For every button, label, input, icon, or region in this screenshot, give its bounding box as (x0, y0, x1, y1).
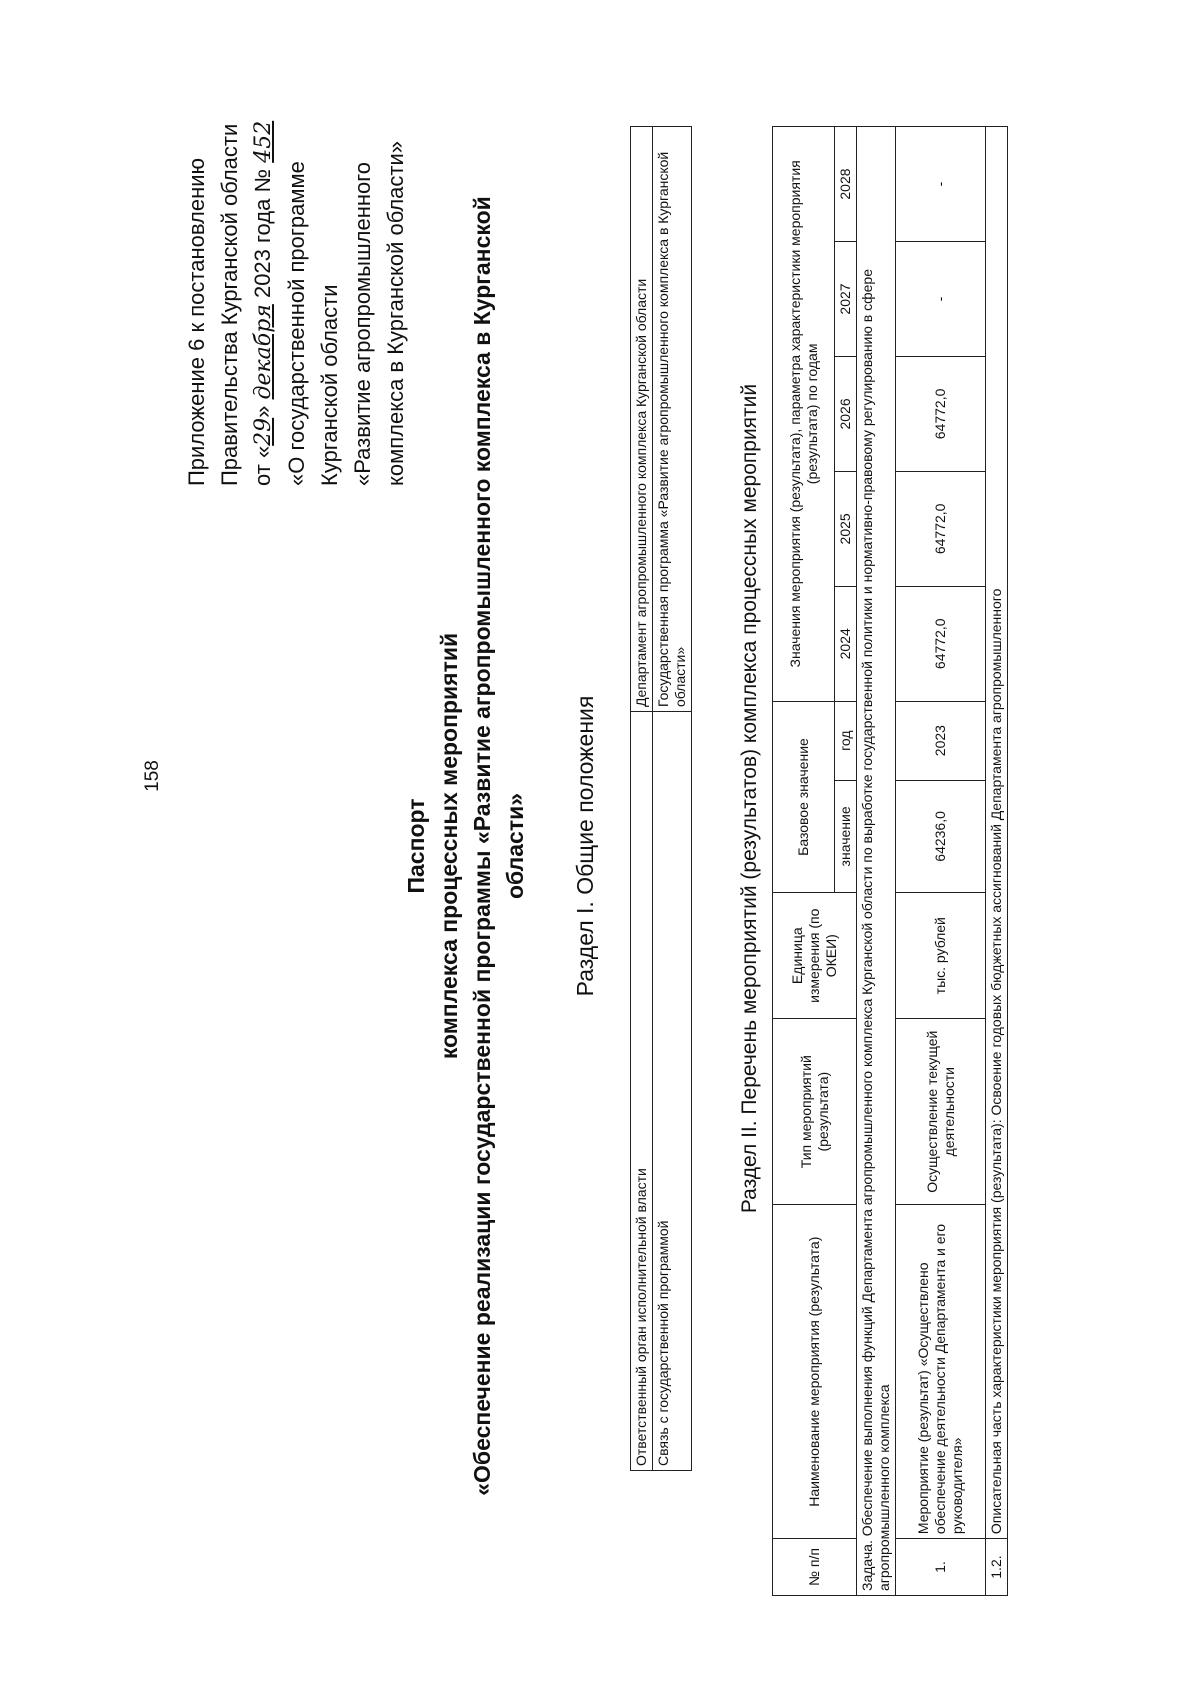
header-unit: Единица измерения (по ОКЕИ) (773, 893, 857, 1019)
task-text: Задача. Обеспечение выполнения функций Департамента агропромышленного комплекса Курганской области по выработке государственной политики и нормативно-правовому регулированию в сфере агропромышленного комплекса (857, 127, 896, 1596)
row-value-2024: 64772,0 (896, 586, 986, 701)
header-year: 2027 (835, 242, 857, 357)
header-year: 2024 (835, 586, 857, 701)
appendix-line-4: «О государственной программе (284, 161, 309, 486)
row-base-value: 64236,0 (896, 780, 986, 893)
table-row (631, 127, 653, 1471)
row-name: Мероприятие (результат) «Осуществлено обеспечение деятельности Департамента и его руководителя» (896, 1205, 986, 1539)
appendix-line-6: «Развитие агропромышленного (350, 161, 375, 486)
row-num: 1.2. (986, 1539, 1008, 1596)
handwritten-day: 29 (251, 417, 276, 446)
appendix-line-3 (246, 26, 280, 486)
appendix-reference (180, 26, 412, 486)
header-year: 2026 (835, 356, 857, 471)
header-type: Тип мероприятий (результата) (773, 1019, 857, 1205)
page-number: 158 (142, 760, 163, 792)
header-num: № п/п (773, 1539, 857, 1596)
section-2-title: Раздел II. Перечень мероприятий (результатов) комплекса процессных мероприятий (738, 383, 761, 1214)
header-row (773, 127, 835, 1596)
table-row (896, 127, 986, 1596)
row-num: 1. (896, 1539, 986, 1596)
header-values: Значения мероприятия (результата), параметра характеристики мероприятия (результата) по годам (773, 127, 835, 702)
appendix-line-2: Правительства Курганской области (217, 123, 242, 486)
row-value: Департамент агропромышленного комплекса Курганской области (631, 127, 653, 712)
handwritten-month: декабря (251, 304, 276, 400)
row-value: Государственная программа «Развитие агропромышленного комплекса в Курганской области» (653, 127, 692, 712)
header-base-year: год (835, 701, 857, 780)
row-description: Описательная часть характеристики мероприятия (результата): Освоение годовых бюджетных ассигнований Департамента агропромышленного (986, 127, 1008, 1539)
appendix-line-7: комплекса в Курганской области» (383, 141, 408, 486)
passport-title-line-2: комплекса процессных мероприятий (436, 632, 462, 1060)
appendix-date-mid: » (250, 399, 275, 418)
row-label: Связь с государственной программой (653, 712, 692, 1471)
appendix-date-suffix: 2023 года № (250, 162, 275, 305)
row-value-2028: - (896, 127, 986, 242)
appendix-line-1: Приложение 6 к постановлению (184, 157, 209, 486)
row-value-2027: - (896, 242, 986, 357)
row-type: Осуществление текущей деятельности (896, 1019, 986, 1205)
passport-title-line-4: области» (502, 792, 528, 900)
passport-title-line-3: «Обеспечение реализации государственной программы «Развитие агропромышленного комплекса в Курганской (469, 196, 495, 1496)
table-row (986, 127, 1008, 1596)
row-value-2025: 64772,0 (896, 471, 986, 586)
header-name: Наименование мероприятия (результата) (773, 1205, 857, 1539)
header-year: 2025 (835, 471, 857, 586)
row-unit: тыс. рублей (896, 893, 986, 1019)
passport-title (400, 156, 532, 1536)
task-row (857, 127, 896, 1596)
passport-title-line-1: Паспорт (403, 798, 429, 894)
handwritten-number: 452 (251, 120, 276, 163)
header-year: 2028 (835, 127, 857, 242)
header-base-value: значение (835, 780, 857, 893)
row-value-2026: 64772,0 (896, 356, 986, 471)
header-base: Базовое значение (773, 701, 835, 893)
general-provisions-table (630, 126, 692, 1471)
row-base-year: 2023 (896, 701, 986, 780)
appendix-line-5: Курганской области (317, 284, 342, 486)
appendix-date-prefix: от « (250, 445, 275, 486)
row-label: Ответственный орган исполнительной власти (631, 712, 653, 1471)
table-row (653, 127, 692, 1471)
events-table (772, 126, 1008, 1596)
section-1-title: Раздел I. Общие положения (572, 695, 598, 997)
